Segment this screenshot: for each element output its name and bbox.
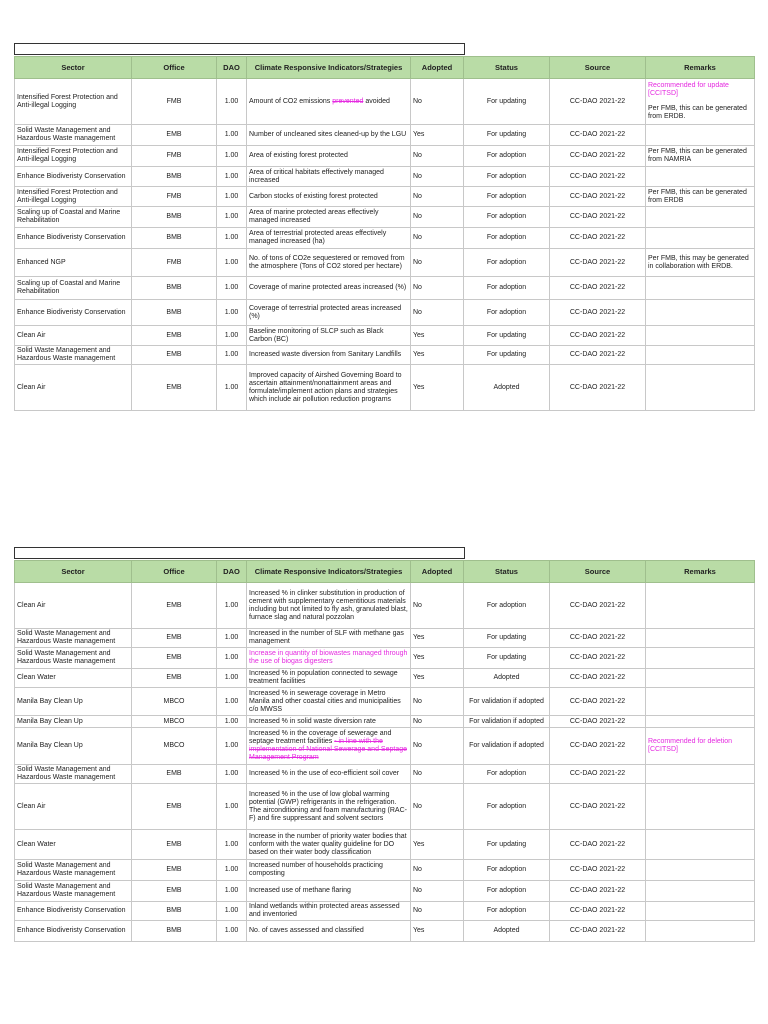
remarks-text: Per FMB, this may be generated in collaboration with ERDB.	[648, 254, 749, 270]
table-row	[15, 187, 755, 207]
dao-cell: 1.00	[217, 765, 247, 784]
sector-cell: Enhance Biodiveristy Conservation	[15, 228, 132, 249]
indicator-cell: Increased % in clinker substitution in production of cement with supplementary cementitious materials including but not limited to fly ash, granulated blast, furnace slag and natural pozzolan	[247, 583, 411, 629]
status-cell: Adopted	[464, 669, 550, 688]
dao-cell: 1.00	[217, 300, 247, 326]
remarks-cell	[646, 629, 755, 648]
header-office: Office	[132, 57, 217, 79]
adopted-cell: No	[411, 187, 464, 207]
dao-cell: 1.00	[217, 629, 247, 648]
dao-cell: 1.00	[217, 207, 247, 228]
status-cell: For adoption	[464, 902, 550, 921]
table-row	[15, 300, 755, 326]
sector-cell: Scaling up of Coastal and Marine Rehabilitation	[15, 207, 132, 228]
dao-cell: 1.00	[217, 688, 247, 716]
status-cell: For updating	[464, 326, 550, 346]
indicator-cell: Area of marine protected areas effectively managed increased	[247, 207, 411, 228]
source-cell: CC-DAO 2021-22	[550, 629, 646, 648]
remarks-cell	[646, 881, 755, 902]
source-cell: CC-DAO 2021-22	[550, 146, 646, 167]
table-row	[15, 921, 755, 942]
indicator-cell: Baseline monitoring of SLCP such as Black Carbon (BC)	[247, 326, 411, 346]
status-cell: For adoption	[464, 167, 550, 187]
office-cell: MBCO	[132, 688, 217, 716]
indicator-cell: Coverage of terrestrial protected areas increased (%)	[247, 300, 411, 326]
indicator-cell: Inland wetlands within protected areas assessed and inventoried	[247, 902, 411, 921]
sector-cell: Clean Air	[15, 365, 132, 411]
indicator-cell: Increased % in the use of eco-efficient soil cover	[247, 765, 411, 784]
remarks-cell	[646, 326, 755, 346]
indicator-cell: No. of caves assessed and classified	[247, 921, 411, 942]
dao-cell: 1.00	[217, 365, 247, 411]
indicator-table-1	[14, 56, 755, 411]
sector-cell: Solid Waste Management and Hazardous Waste management	[15, 860, 132, 881]
sector-cell: Clean Water	[15, 830, 132, 860]
dao-cell: 1.00	[217, 902, 247, 921]
header-status: Status	[464, 561, 550, 583]
status-cell: For adoption	[464, 146, 550, 167]
source-cell: CC-DAO 2021-22	[550, 228, 646, 249]
remarks-cell	[646, 228, 755, 249]
table-row	[15, 629, 755, 648]
dao-cell: 1.00	[217, 860, 247, 881]
table-row	[15, 249, 755, 277]
source-cell: CC-DAO 2021-22	[550, 365, 646, 411]
sector-cell: Clean Water	[15, 669, 132, 688]
adopted-cell: Yes	[411, 921, 464, 942]
remarks-cell	[646, 79, 755, 125]
adopted-cell: Yes	[411, 648, 464, 669]
indicator-cell: Increased % in the use of low global warming potential (GWP) refrigerants in the refrigeration. The airconditioning and foam manufacturing (RAC-F) and fire suppressant and solvent sectors	[247, 784, 411, 830]
status-cell: For adoption	[464, 583, 550, 629]
adopted-cell: No	[411, 277, 464, 300]
dao-cell: 1.00	[217, 277, 247, 300]
office-cell: BMB	[132, 277, 217, 300]
status-cell: For adoption	[464, 228, 550, 249]
source-cell: CC-DAO 2021-22	[550, 860, 646, 881]
source-cell: CC-DAO 2021-22	[550, 881, 646, 902]
indicator-cell: Increase in the number of priority water bodies that conform with the water quality guideline for DO based on their water body classification	[247, 830, 411, 860]
adopted-cell: No	[411, 688, 464, 716]
adopted-cell: No	[411, 228, 464, 249]
status-cell: For validation if adopted	[464, 688, 550, 716]
indicator-text: avoided	[363, 97, 390, 105]
office-cell: EMB	[132, 365, 217, 411]
table-row	[15, 346, 755, 365]
remarks-cell	[646, 346, 755, 365]
table-row	[15, 902, 755, 921]
office-cell: FMB	[132, 249, 217, 277]
remarks-cell	[646, 669, 755, 688]
office-cell: EMB	[132, 583, 217, 629]
status-cell: For adoption	[464, 881, 550, 902]
title-bar	[14, 43, 754, 55]
adopted-cell: No	[411, 167, 464, 187]
title-bar	[14, 547, 754, 559]
remarks-cell	[646, 167, 755, 187]
indicator-cell: Area of terrestrial protected areas effectively managed increased (ha)	[247, 228, 411, 249]
office-cell: EMB	[132, 881, 217, 902]
indicator-cell	[247, 728, 411, 765]
indicator-text: Increase in quantity of biowastes managed through the use of biogas digesters	[249, 650, 408, 665]
remarks-text: Recommended for update [CCITSD]	[648, 82, 729, 97]
sector-cell: Clean Air	[15, 326, 132, 346]
status-cell: Adopted	[464, 365, 550, 411]
table-row	[15, 79, 755, 125]
header-dao: DAO	[217, 57, 247, 79]
adopted-cell: No	[411, 784, 464, 830]
dao-cell: 1.00	[217, 648, 247, 669]
sector-cell: Enhance Biodiveristy Conservation	[15, 921, 132, 942]
adopted-cell: No	[411, 146, 464, 167]
header-indicator: Climate Responsive Indicators/Strategies	[247, 561, 411, 583]
remarks-cell	[646, 921, 755, 942]
sector-cell: Solid Waste Management and Hazardous Waste management	[15, 125, 132, 146]
remarks-cell	[646, 860, 755, 881]
dao-cell: 1.00	[217, 249, 247, 277]
sector-cell: Intensified Forest Protection and Anti-illegal Logging	[15, 79, 132, 125]
sector-cell: Solid Waste Management and Hazardous Waste management	[15, 881, 132, 902]
table-row	[15, 860, 755, 881]
status-cell: For adoption	[464, 277, 550, 300]
source-cell: CC-DAO 2021-22	[550, 728, 646, 765]
office-cell: EMB	[132, 765, 217, 784]
dao-cell: 1.00	[217, 583, 247, 629]
indicator-text: Increased % in the coverage of sewerage and septage treatment facilities	[249, 730, 392, 745]
remarks-cell	[646, 207, 755, 228]
table-row	[15, 365, 755, 411]
source-cell: CC-DAO 2021-22	[550, 187, 646, 207]
indicator-cell: Improved capacity of Airshed Governing Board to ascertain attainment/nonattainment areas and formulate/implement action plans and strategies which include air pollution reduction programs	[247, 365, 411, 411]
sector-cell: Solid Waste Management and Hazardous Waste management	[15, 346, 132, 365]
table-row	[15, 167, 755, 187]
remarks-cell	[646, 902, 755, 921]
adopted-cell: No	[411, 79, 464, 125]
sector-cell: Intensified Forest Protection and Anti-illegal Logging	[15, 187, 132, 207]
indicator-cell: Carbon stocks of existing forest protected	[247, 187, 411, 207]
table-row	[15, 765, 755, 784]
adopted-cell: Yes	[411, 365, 464, 411]
office-cell: FMB	[132, 187, 217, 207]
remarks-cell	[646, 648, 755, 669]
status-cell: For adoption	[464, 249, 550, 277]
header-adopted: Adopted	[411, 57, 464, 79]
source-cell: CC-DAO 2021-22	[550, 583, 646, 629]
sector-cell: Solid Waste Management and Hazardous Waste management	[15, 629, 132, 648]
status-cell: For updating	[464, 648, 550, 669]
adopted-cell: Yes	[411, 669, 464, 688]
table-row	[15, 326, 755, 346]
remarks-cell	[646, 583, 755, 629]
office-cell: BMB	[132, 921, 217, 942]
office-cell: EMB	[132, 125, 217, 146]
indicator-table-2	[14, 560, 755, 942]
dao-cell: 1.00	[217, 669, 247, 688]
header-row	[15, 561, 755, 583]
header-sector: Sector	[15, 561, 132, 583]
dao-cell: 1.00	[217, 187, 247, 207]
indicator-cell: Coverage of marine protected areas increased (%)	[247, 277, 411, 300]
status-cell: Adopted	[464, 921, 550, 942]
indicator-cell	[247, 648, 411, 669]
sector-cell: Enhance Biodiveristy Conservation	[15, 167, 132, 187]
adopted-cell: Yes	[411, 326, 464, 346]
header-row	[15, 57, 755, 79]
office-cell: EMB	[132, 326, 217, 346]
indicator-cell	[247, 79, 411, 125]
dao-cell: 1.00	[217, 716, 247, 728]
adopted-cell: Yes	[411, 629, 464, 648]
adopted-cell: No	[411, 881, 464, 902]
sector-cell: Scaling up of Coastal and Marine Rehabilitation	[15, 277, 132, 300]
adopted-cell: Yes	[411, 346, 464, 365]
indicator-cell: Increased % in solid waste diversion rate	[247, 716, 411, 728]
header-dao: DAO	[217, 561, 247, 583]
table-row	[15, 728, 755, 765]
status-cell: For updating	[464, 79, 550, 125]
dao-cell: 1.00	[217, 125, 247, 146]
indicator-cell: Area of critical habitats effectively managed increased	[247, 167, 411, 187]
dao-cell: 1.00	[217, 79, 247, 125]
status-cell: For adoption	[464, 187, 550, 207]
table-row	[15, 583, 755, 629]
title-cell	[14, 43, 465, 55]
dao-cell: 1.00	[217, 728, 247, 765]
indicator-cell: Increased use of methane flaring	[247, 881, 411, 902]
indicator-cell: Increased % in population connected to sewage treatment facilities	[247, 669, 411, 688]
office-cell: EMB	[132, 860, 217, 881]
source-cell: CC-DAO 2021-22	[550, 648, 646, 669]
office-cell: FMB	[132, 79, 217, 125]
dao-cell: 1.00	[217, 921, 247, 942]
remarks-cell	[646, 249, 755, 277]
table-row	[15, 125, 755, 146]
adopted-cell: No	[411, 716, 464, 728]
source-cell: CC-DAO 2021-22	[550, 921, 646, 942]
remarks-text: Recommended for deletion [CCITSD]	[648, 738, 733, 753]
status-cell: For updating	[464, 346, 550, 365]
status-cell: For adoption	[464, 765, 550, 784]
office-cell: BMB	[132, 207, 217, 228]
office-cell: EMB	[132, 629, 217, 648]
table-row	[15, 146, 755, 167]
status-cell: For updating	[464, 629, 550, 648]
header-status: Status	[464, 57, 550, 79]
adopted-cell: No	[411, 765, 464, 784]
sector-cell: Enhance Biodiveristy Conservation	[15, 300, 132, 326]
source-cell: CC-DAO 2021-22	[550, 249, 646, 277]
dao-cell: 1.00	[217, 326, 247, 346]
indicator-cell: Area of existing forest protected	[247, 146, 411, 167]
source-cell: CC-DAO 2021-22	[550, 716, 646, 728]
sector-cell: Intensified Forest Protection and Anti-illegal Logging	[15, 146, 132, 167]
table-row	[15, 228, 755, 249]
office-cell: EMB	[132, 669, 217, 688]
header-remarks: Remarks	[646, 561, 755, 583]
source-cell: CC-DAO 2021-22	[550, 125, 646, 146]
adopted-cell: No	[411, 860, 464, 881]
remarks-cell	[646, 765, 755, 784]
dao-cell: 1.00	[217, 830, 247, 860]
sector-cell: Enhanced NGP	[15, 249, 132, 277]
header-source: Source	[550, 57, 646, 79]
status-cell: For validation if adopted	[464, 728, 550, 765]
office-cell: FMB	[132, 146, 217, 167]
remarks-cell	[646, 187, 755, 207]
status-cell: For adoption	[464, 300, 550, 326]
status-cell: For validation if adopted	[464, 716, 550, 728]
dao-cell: 1.00	[217, 146, 247, 167]
indicator-cell: Number of uncleaned sites cleaned-up by the LGU	[247, 125, 411, 146]
table-row	[15, 881, 755, 902]
sector-cell: Manila Bay Clean Up	[15, 716, 132, 728]
table-row	[15, 648, 755, 669]
status-cell: For updating	[464, 830, 550, 860]
office-cell: EMB	[132, 830, 217, 860]
source-cell: CC-DAO 2021-22	[550, 669, 646, 688]
office-cell: EMB	[132, 784, 217, 830]
remarks-text: Per FMB, this can be generated from ERDB.	[648, 105, 747, 120]
table-row	[15, 716, 755, 728]
sector-cell: Manila Bay Clean Up	[15, 688, 132, 716]
table-row	[15, 277, 755, 300]
dao-cell: 1.00	[217, 784, 247, 830]
remarks-cell	[646, 688, 755, 716]
office-cell: MBCO	[132, 728, 217, 765]
header-adopted: Adopted	[411, 561, 464, 583]
source-cell: CC-DAO 2021-22	[550, 277, 646, 300]
sector-cell: Clean Air	[15, 784, 132, 830]
indicator-cell: Increased number of households practicing composting	[247, 860, 411, 881]
sector-cell: Clean Air	[15, 583, 132, 629]
header-sector: Sector	[15, 57, 132, 79]
table-row	[15, 830, 755, 860]
remarks-cell	[646, 716, 755, 728]
source-cell: CC-DAO 2021-22	[550, 207, 646, 228]
office-cell: EMB	[132, 648, 217, 669]
source-cell: CC-DAO 2021-22	[550, 300, 646, 326]
office-cell: BMB	[132, 228, 217, 249]
indicator-cell: No. of tons of CO2e sequestered or removed from the atmosphere (Tons of CO2 stored per hectare)	[247, 249, 411, 277]
dao-cell: 1.00	[217, 167, 247, 187]
header-source: Source	[550, 561, 646, 583]
remarks-text: Per FMB, this can be generated from NAMRIA	[648, 148, 747, 163]
indicator-text: Amount of CO2 emissions	[249, 97, 333, 105]
source-cell: CC-DAO 2021-22	[550, 784, 646, 830]
status-cell: For adoption	[464, 207, 550, 228]
table-row	[15, 688, 755, 716]
remarks-cell	[646, 300, 755, 326]
status-cell: For adoption	[464, 860, 550, 881]
status-cell: For updating	[464, 125, 550, 146]
adopted-cell: Yes	[411, 830, 464, 860]
source-cell: CC-DAO 2021-22	[550, 765, 646, 784]
title-cell	[14, 547, 465, 559]
source-cell: CC-DAO 2021-22	[550, 167, 646, 187]
table-row	[15, 669, 755, 688]
remarks-cell	[646, 784, 755, 830]
adopted-cell: No	[411, 249, 464, 277]
indicator-cell: Increased in the number of SLF with methane gas management	[247, 629, 411, 648]
sector-cell: Enhance Biodiveristy Conservation	[15, 902, 132, 921]
remarks-cell	[646, 277, 755, 300]
source-cell: CC-DAO 2021-22	[550, 902, 646, 921]
dao-cell: 1.00	[217, 346, 247, 365]
remarks-cell	[646, 728, 755, 765]
adopted-cell: No	[411, 300, 464, 326]
source-cell: CC-DAO 2021-22	[550, 79, 646, 125]
source-cell: CC-DAO 2021-22	[550, 830, 646, 860]
dao-cell: 1.00	[217, 881, 247, 902]
adopted-cell: No	[411, 902, 464, 921]
strikethrough-text: - in line with the implementation of National Sewerage and Septage Management Program	[249, 738, 407, 761]
adopted-cell: Yes	[411, 125, 464, 146]
indicator-cell: Increased % in sewerage coverage in Metro Manila and other coastal cities and municipalities c/o MWSS	[247, 688, 411, 716]
strikethrough-text: prevented	[332, 97, 364, 105]
source-cell: CC-DAO 2021-22	[550, 688, 646, 716]
remarks-cell	[646, 830, 755, 860]
remarks-cell	[646, 146, 755, 167]
table-row	[15, 784, 755, 830]
sector-cell: Solid Waste Management and Hazardous Waste management	[15, 765, 132, 784]
office-cell: EMB	[132, 346, 217, 365]
office-cell: BMB	[132, 300, 217, 326]
status-cell: For adoption	[464, 784, 550, 830]
adopted-cell: No	[411, 207, 464, 228]
sector-cell: Manila Bay Clean Up	[15, 728, 132, 765]
office-cell: BMB	[132, 167, 217, 187]
remarks-cell	[646, 125, 755, 146]
remarks-cell	[646, 365, 755, 411]
adopted-cell: No	[411, 728, 464, 765]
table-row	[15, 207, 755, 228]
source-cell: CC-DAO 2021-22	[550, 346, 646, 365]
header-office: Office	[132, 561, 217, 583]
indicator-cell: Increased waste diversion from Sanitary Landfills	[247, 346, 411, 365]
dao-cell: 1.00	[217, 228, 247, 249]
remarks-text: Per FMB, this can be generated from ERDB	[648, 188, 747, 204]
office-cell: BMB	[132, 902, 217, 921]
adopted-cell: No	[411, 583, 464, 629]
source-cell: CC-DAO 2021-22	[550, 326, 646, 346]
header-remarks: Remarks	[646, 57, 755, 79]
office-cell: MBCO	[132, 716, 217, 728]
header-indicator: Climate Responsive Indicators/Strategies	[247, 57, 411, 79]
sector-cell: Solid Waste Management and Hazardous Waste management	[15, 648, 132, 669]
